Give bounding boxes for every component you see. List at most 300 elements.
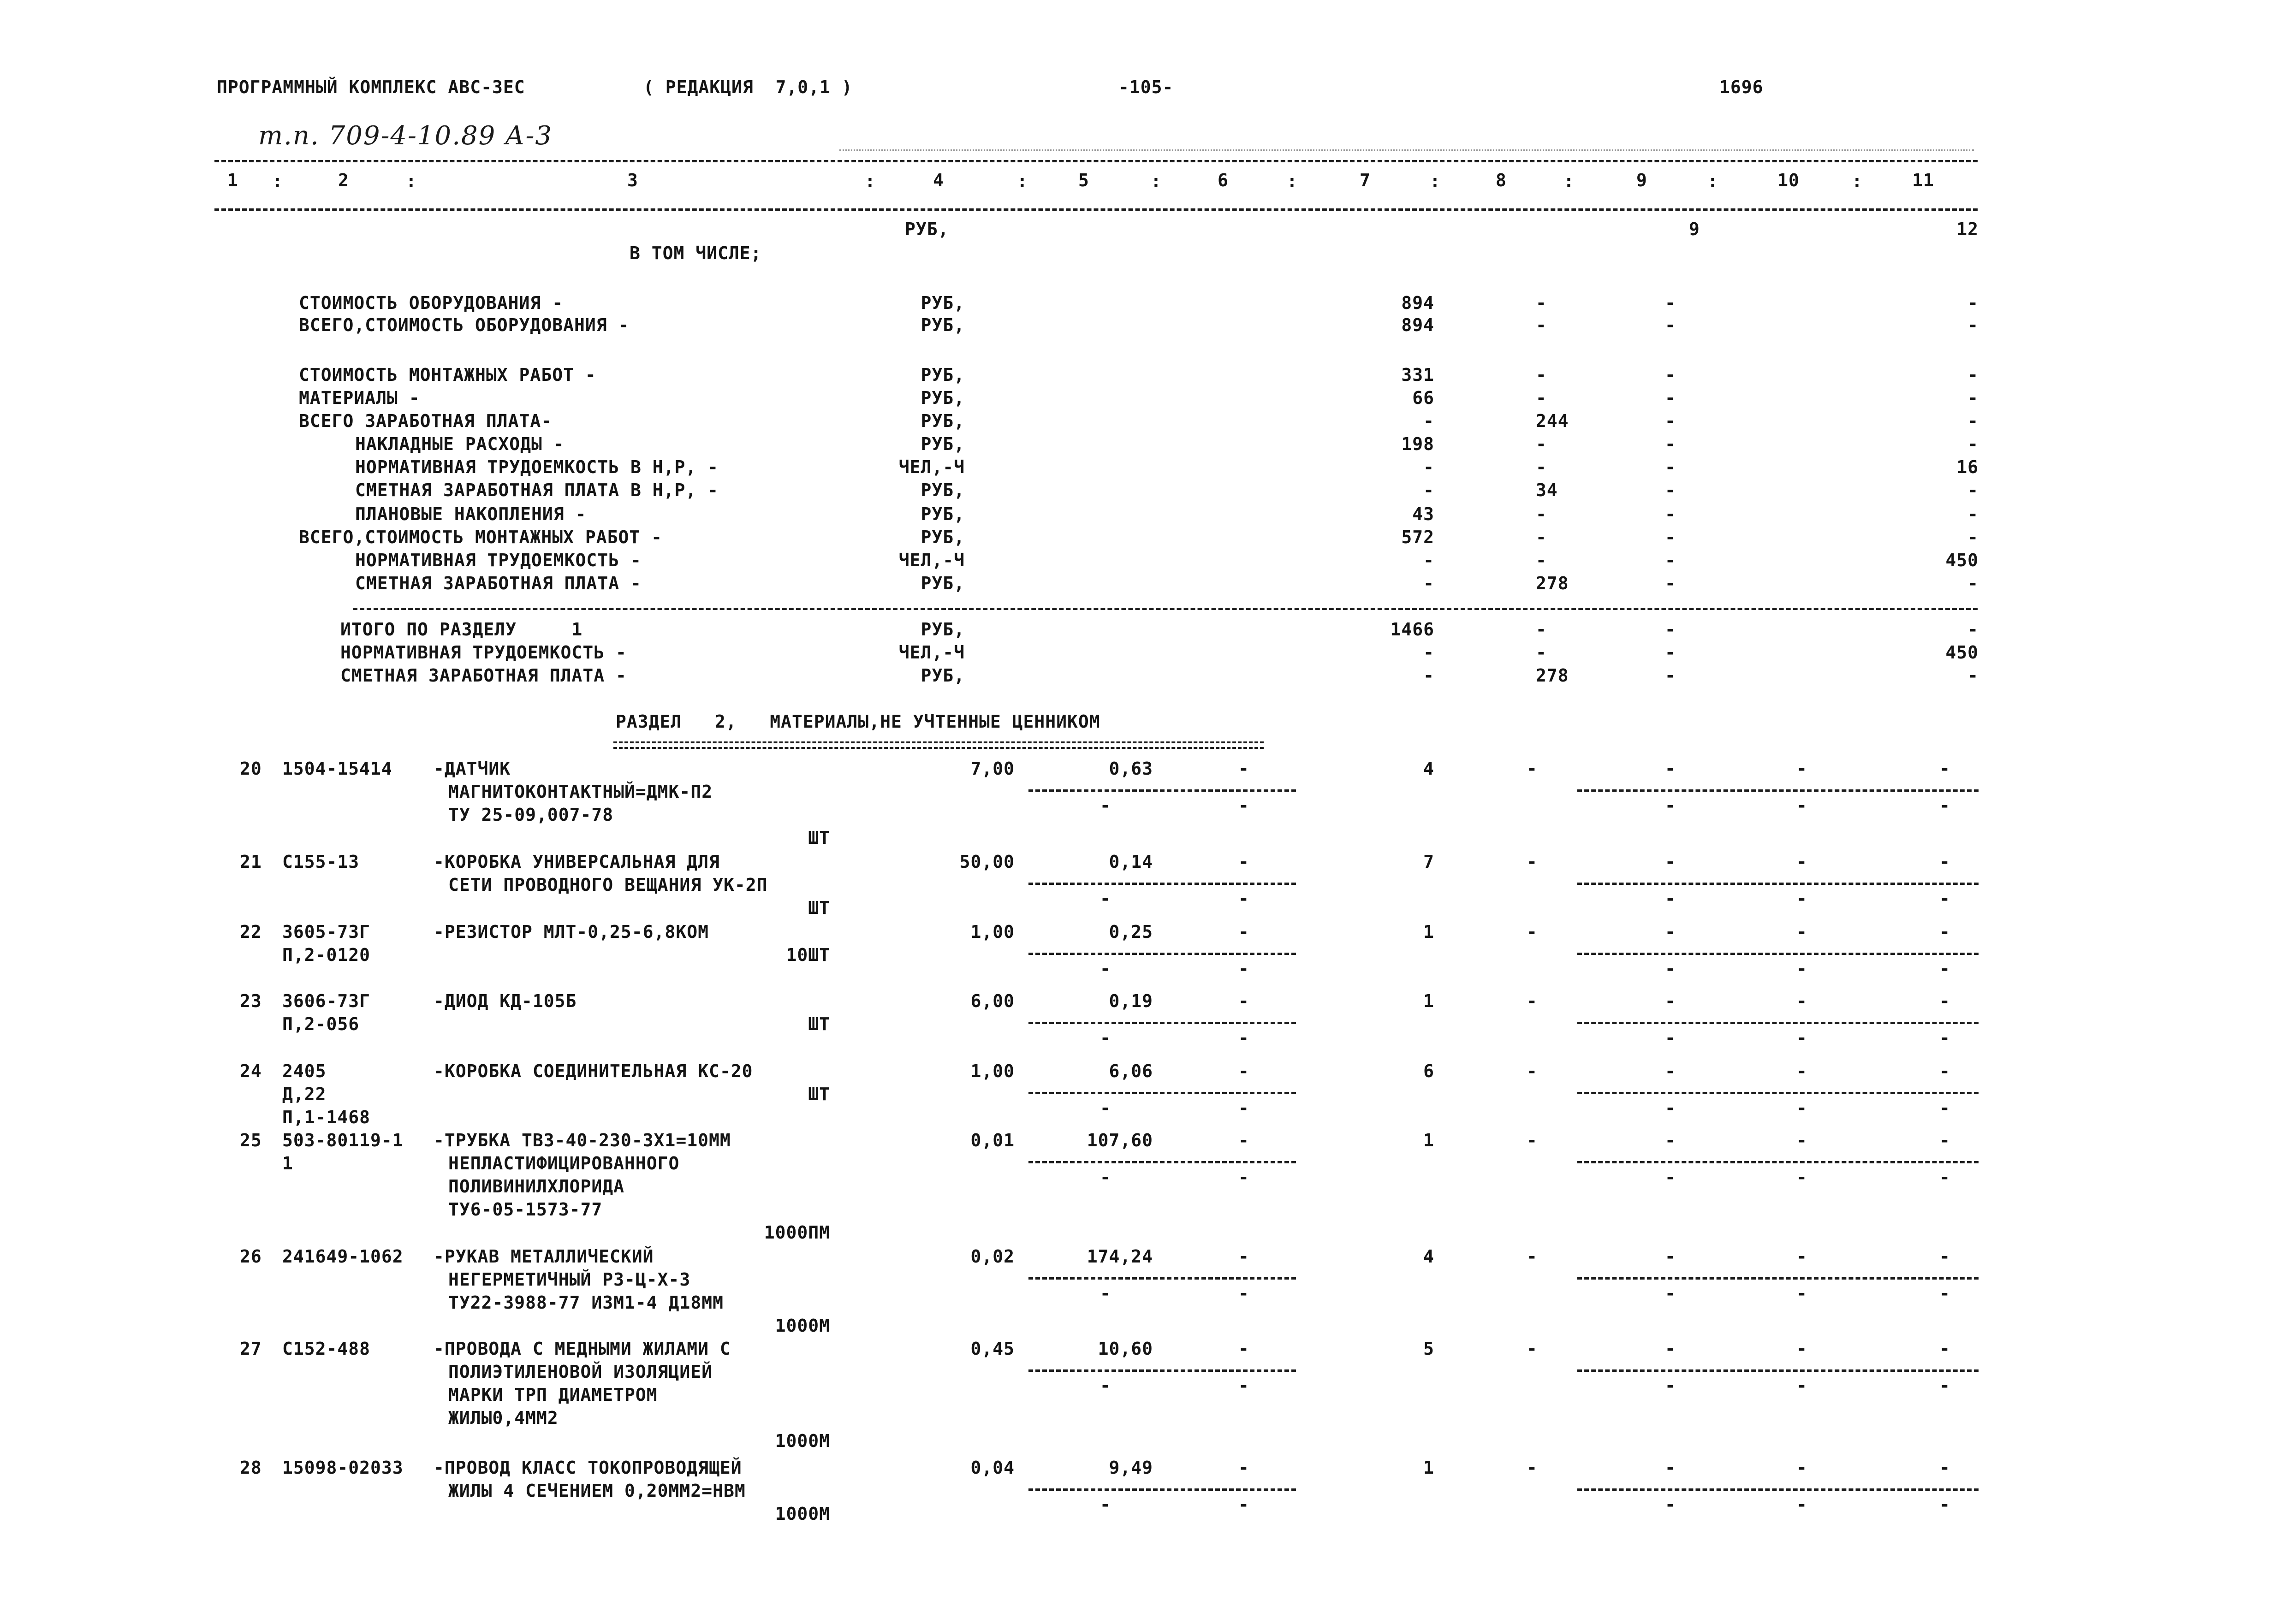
summary-col8: -	[1536, 457, 1547, 477]
item-description: ЖИЛЫ 4 СЕЧЕНИЕМ 0,20ММ2=НВМ	[448, 1481, 746, 1501]
item-col11: -	[1939, 991, 1950, 1011]
item-col9: -	[1665, 852, 1676, 872]
item-subrule-right	[1577, 883, 1979, 885]
top-c11: 12	[1956, 219, 1979, 239]
item-sub-col6: -	[1238, 959, 1249, 979]
item-price: 9,49	[1109, 1458, 1153, 1478]
summary-col8: 244	[1536, 411, 1569, 431]
item-sub-col10: -	[1796, 1283, 1807, 1304]
item-sub-col11: -	[1939, 1028, 1950, 1048]
summary-unit: РУБ,	[921, 434, 965, 454]
item-code: 2405	[282, 1061, 327, 1081]
item-sub-col5: -	[1100, 1167, 1111, 1187]
item-sub-col9: -	[1665, 959, 1676, 979]
item-sub-col9: -	[1665, 1494, 1676, 1515]
summary-col8: -	[1536, 527, 1547, 547]
item-description: СЕТИ ПРОВОДНОГО ВЕЩАНИЯ УК-2П	[448, 875, 768, 895]
summary-col11: -	[1967, 480, 1979, 500]
item-col10: -	[1796, 1246, 1807, 1267]
summary-label: ВСЕГО,СТОИМОСТЬ МОНТАЖНЫХ РАБОТ -	[299, 527, 662, 547]
item-number: 25	[240, 1130, 262, 1150]
item-description: -ДИОД КД-105Б	[434, 991, 577, 1011]
item-sub-col10: -	[1796, 1494, 1807, 1515]
totals-label: СМЕТНАЯ ЗАРАБОТНАЯ ПЛАТА -	[340, 665, 627, 686]
totals-unit: ЧЕЛ,-Ч	[898, 642, 965, 663]
summary-col9: -	[1665, 365, 1676, 385]
item-col8: -	[1527, 852, 1538, 872]
item-sub-col6: -	[1238, 889, 1249, 909]
item-description: ПОЛИЭТИЛЕНОВОЙ ИЗОЛЯЦИЕЙ	[448, 1362, 713, 1382]
item-code: П,2-0120	[282, 945, 371, 965]
item-col6: -	[1238, 922, 1249, 942]
item-col8: -	[1527, 922, 1538, 942]
item-description: -ПРОВОД КЛАСС ТОКОПРОВОДЯЩЕЙ	[434, 1458, 742, 1478]
column-number: 2	[338, 170, 349, 190]
item-quantity: 1,00	[970, 1061, 1015, 1081]
summary-col7: 198	[1401, 434, 1434, 454]
item-col8: -	[1527, 1458, 1538, 1478]
item-col11: -	[1939, 1458, 1950, 1478]
item-subrule-right	[1577, 1161, 1979, 1163]
column-number: 3	[627, 170, 638, 190]
summary-col7: 894	[1401, 315, 1434, 335]
column-separator: :	[1017, 171, 1028, 191]
item-sub-col6: -	[1238, 1167, 1249, 1187]
item-price: 174,24	[1087, 1246, 1153, 1267]
item-quantity: 50,00	[959, 852, 1015, 872]
item-unit: 1000М	[775, 1316, 830, 1336]
item-subrule-right	[1577, 1369, 1979, 1372]
item-sub-col11: -	[1939, 795, 1950, 816]
item-unit: ШТ	[808, 898, 830, 918]
item-price: 107,60	[1087, 1130, 1153, 1150]
section-underline	[613, 741, 1264, 749]
summary-label: ПЛАНОВЫЕ НАКОПЛЕНИЯ -	[355, 504, 587, 524]
item-description: -РЕЗИСТОР МЛТ-0,25-6,8КОМ	[434, 922, 709, 942]
summary-col11: -	[1967, 434, 1979, 454]
item-description: -ПРОВОДА С МЕДНЫМИ ЖИЛАМИ С	[434, 1339, 731, 1359]
item-sub-col9: -	[1665, 889, 1676, 909]
item-unit: 1000ПМ	[764, 1222, 830, 1243]
column-number: 11	[1912, 170, 1934, 190]
summary-col11: -	[1967, 388, 1979, 408]
totals-unit: РУБ,	[921, 619, 965, 640]
item-col6: -	[1238, 1130, 1249, 1150]
item-col11: -	[1939, 1246, 1950, 1267]
summary-unit: РУБ,	[921, 365, 965, 385]
item-col6: -	[1238, 759, 1249, 779]
item-col8: -	[1527, 1061, 1538, 1081]
summary-label: ВСЕГО,СТОИМОСТЬ ОБОРУДОВАНИЯ -	[299, 315, 630, 335]
item-quantity: 0,45	[970, 1339, 1015, 1359]
totals-col11: -	[1967, 619, 1979, 640]
item-subrule-right	[1577, 953, 1979, 955]
summary-unit: РУБ,	[921, 388, 965, 408]
item-col10: -	[1796, 922, 1807, 942]
item-description: -КОРОБКА СОЕДИНИТЕЛЬНАЯ КС-20	[434, 1061, 753, 1081]
item-col7: 1	[1423, 1458, 1434, 1478]
item-sub-col5: -	[1100, 1283, 1111, 1304]
item-description: ТУ22-3988-77 ИЗМ1-4 Д18ММ	[448, 1292, 724, 1313]
totals-label: ИТОГО ПО РАЗДЕЛУ 1	[340, 619, 583, 640]
item-unit: 1000М	[775, 1431, 830, 1451]
item-number: 21	[240, 852, 262, 872]
summary-col8: -	[1536, 504, 1547, 524]
item-description: МАГНИТОКОНТАКТНЫЙ=ДМК-П2	[448, 782, 713, 802]
item-description: ПОЛИВИНИЛХЛОРИДА	[448, 1176, 625, 1197]
summary-col8: -	[1536, 293, 1547, 313]
summary-col11: 450	[1945, 550, 1979, 570]
item-col6: -	[1238, 852, 1249, 872]
totals-col7: -	[1423, 665, 1434, 686]
item-number: 23	[240, 991, 262, 1011]
item-sub-col5: -	[1100, 889, 1111, 909]
item-col11: -	[1939, 1339, 1950, 1359]
column-number: 6	[1218, 170, 1229, 190]
item-subrule-right	[1577, 1277, 1979, 1280]
summary-col7: -	[1423, 411, 1434, 431]
summary-col8: -	[1536, 365, 1547, 385]
item-sub-col11: -	[1939, 1375, 1950, 1396]
item-quantity: 0,01	[970, 1130, 1015, 1150]
item-sub-col10: -	[1796, 795, 1807, 816]
summary-col9: -	[1665, 527, 1676, 547]
item-sub-col11: -	[1939, 1494, 1950, 1515]
item-subrule-right	[1577, 1022, 1979, 1024]
summary-col7: -	[1423, 550, 1434, 570]
summary-col11: -	[1967, 411, 1979, 431]
column-number: 7	[1360, 170, 1371, 190]
item-code: С155-13	[282, 852, 360, 872]
item-price: 10,60	[1098, 1339, 1153, 1359]
summary-unit: РУБ,	[921, 315, 965, 335]
item-description: НЕПЛАСТИФИЦИРОВАННОГО	[448, 1153, 680, 1174]
summary-col9: -	[1665, 293, 1676, 313]
item-number: 20	[240, 759, 262, 779]
item-col7: 4	[1423, 1246, 1434, 1267]
summary-col9: -	[1665, 411, 1676, 431]
item-description: ЖИЛЫ0,4ММ2	[448, 1408, 559, 1428]
totals-col9: -	[1665, 619, 1676, 640]
summary-col8: -	[1536, 315, 1547, 335]
item-sub-col6: -	[1238, 795, 1249, 816]
item-col8: -	[1527, 1339, 1538, 1359]
column-separator: :	[1707, 171, 1718, 191]
item-sub-col5: -	[1100, 795, 1111, 816]
totals-col9: -	[1665, 642, 1676, 663]
item-col9: -	[1665, 1061, 1676, 1081]
item-price: 0,14	[1109, 852, 1153, 872]
summary-label: НОРМАТИВНАЯ ТРУДОЕМКОСТЬ В Н,Р, -	[355, 457, 719, 477]
totals-unit: РУБ,	[921, 665, 965, 686]
summary-col9: -	[1665, 315, 1676, 335]
column-number: 5	[1078, 170, 1089, 190]
item-sub-col11: -	[1939, 959, 1950, 979]
item-sub-col9: -	[1665, 1098, 1676, 1118]
item-description: ТУ6-05-1573-77	[448, 1199, 603, 1220]
item-col9: -	[1665, 991, 1676, 1011]
item-col9: -	[1665, 1339, 1676, 1359]
item-col11: -	[1939, 922, 1950, 942]
item-sub-col6: -	[1238, 1098, 1249, 1118]
item-code: 1504-15414	[282, 759, 392, 779]
item-sub-col5: -	[1100, 1098, 1111, 1118]
item-number: 28	[240, 1458, 262, 1478]
subtotal-rule	[353, 608, 1978, 610]
item-subrule	[1028, 1092, 1296, 1094]
item-quantity: 6,00	[970, 991, 1015, 1011]
item-col6: -	[1238, 1458, 1249, 1478]
summary-unit: ЧЕЛ,-Ч	[898, 550, 965, 570]
column-separator: :	[1151, 171, 1162, 191]
header-rule-bottom	[214, 208, 1978, 211]
totals-label: НОРМАТИВНАЯ ТРУДОЕМКОСТЬ -	[340, 642, 627, 663]
item-col10: -	[1796, 1339, 1807, 1359]
item-quantity: 1,00	[970, 922, 1015, 942]
summary-col7: 572	[1401, 527, 1434, 547]
summary-unit: РУБ,	[921, 293, 965, 313]
summary-unit: РУБ,	[921, 480, 965, 500]
item-subrule	[1028, 1488, 1296, 1491]
summary-col11: -	[1967, 315, 1979, 335]
item-sub-col11: -	[1939, 1167, 1950, 1187]
column-number: 8	[1496, 170, 1507, 190]
summary-col9: -	[1665, 573, 1676, 593]
item-description: МАРКИ ТРП ДИАМЕТРОМ	[448, 1385, 658, 1405]
item-col10: -	[1796, 1458, 1807, 1478]
item-subrule-right	[1577, 1488, 1979, 1491]
item-price: 0,63	[1109, 759, 1153, 779]
item-col10: -	[1796, 759, 1807, 779]
item-sub-col5: -	[1100, 1028, 1111, 1048]
summary-label: СМЕТНАЯ ЗАРАБОТНАЯ ПЛАТА В Н,Р, -	[355, 480, 719, 500]
item-col7: 7	[1423, 852, 1434, 872]
summary-label: СТОИМОСТЬ ОБОРУДОВАНИЯ -	[299, 293, 564, 313]
item-subrule	[1028, 789, 1296, 792]
item-subrule	[1028, 953, 1296, 955]
edition-label: ( РЕДАКЦИЯ 7,0,1 )	[643, 77, 853, 97]
item-unit: ШТ	[808, 828, 830, 848]
item-col7: 1	[1423, 1130, 1434, 1150]
totals-col8: -	[1536, 619, 1547, 640]
totals-col11: -	[1967, 665, 1979, 686]
item-description: -ТРУБКА ТВ3-40-230-3Х1=10ММ	[434, 1130, 731, 1150]
item-col9: -	[1665, 1246, 1676, 1267]
item-number: 22	[240, 922, 262, 942]
item-unit: 1000М	[775, 1504, 830, 1524]
item-code: П,2-056	[282, 1014, 360, 1034]
summary-col7: 43	[1412, 504, 1434, 524]
faint-rule	[839, 149, 1974, 151]
item-sub-col10: -	[1796, 1028, 1807, 1048]
item-code: С152-488	[282, 1339, 371, 1359]
item-number: 24	[240, 1061, 262, 1081]
item-subrule	[1028, 883, 1296, 885]
item-sub-col9: -	[1665, 1167, 1676, 1187]
summary-unit: РУБ,	[921, 573, 965, 593]
summary-label: НАКЛАДНЫЕ РАСХОДЫ -	[355, 434, 565, 454]
column-separator: :	[406, 171, 417, 191]
item-subrule	[1028, 1022, 1296, 1024]
item-quantity: 7,00	[970, 759, 1015, 779]
item-sub-col6: -	[1238, 1375, 1249, 1396]
summary-col11: -	[1967, 527, 1979, 547]
column-number: 4	[933, 170, 944, 190]
item-col9: -	[1665, 1458, 1676, 1478]
item-col8: -	[1527, 1130, 1538, 1150]
totals-col8: -	[1536, 642, 1547, 663]
column-separator: :	[1852, 171, 1863, 191]
summary-col7: 894	[1401, 293, 1434, 313]
totals-col8: 278	[1536, 665, 1569, 686]
item-col7: 5	[1423, 1339, 1434, 1359]
item-col11: -	[1939, 852, 1950, 872]
item-subrule-right	[1577, 1092, 1979, 1094]
summary-col11: -	[1967, 293, 1979, 313]
item-col9: -	[1665, 759, 1676, 779]
item-sub-col9: -	[1665, 1283, 1676, 1304]
item-number: 26	[240, 1246, 262, 1267]
item-sub-col10: -	[1796, 1098, 1807, 1118]
item-code: 1	[282, 1153, 293, 1174]
item-col7: 1	[1423, 922, 1434, 942]
item-col7: 4	[1423, 759, 1434, 779]
totals-col9: -	[1665, 665, 1676, 686]
column-number: 1	[227, 170, 238, 190]
sheet-number: 1696	[1719, 77, 1764, 97]
item-sub-col6: -	[1238, 1028, 1249, 1048]
item-price: 0,25	[1109, 922, 1153, 942]
item-description: -КОРОБКА УНИВЕРСАЛЬНАЯ ДЛЯ	[434, 852, 720, 872]
summary-col11: -	[1967, 504, 1979, 524]
item-subrule	[1028, 1369, 1296, 1372]
summary-col11: 16	[1956, 457, 1979, 477]
top-c9: 9	[1689, 219, 1700, 239]
column-separator: :	[1287, 171, 1298, 191]
summary-label: СТОИМОСТЬ МОНТАЖНЫХ РАБОТ -	[299, 365, 596, 385]
summary-col9: -	[1665, 504, 1676, 524]
item-col6: -	[1238, 1246, 1249, 1267]
summary-col8: 278	[1536, 573, 1569, 593]
item-subrule-right	[1577, 789, 1979, 792]
item-number: 27	[240, 1339, 262, 1359]
item-price: 0,19	[1109, 991, 1153, 1011]
item-col10: -	[1796, 991, 1807, 1011]
summary-col9: -	[1665, 434, 1676, 454]
item-code: 15098-02033	[282, 1458, 404, 1478]
header-rule-top	[214, 160, 1978, 162]
item-col7: 1	[1423, 991, 1434, 1011]
column-separator: :	[1430, 171, 1441, 191]
item-col10: -	[1796, 852, 1807, 872]
summary-col7: 331	[1401, 365, 1434, 385]
item-code: П,1-1468	[282, 1107, 371, 1127]
summary-col7: -	[1423, 457, 1434, 477]
summary-label: НОРМАТИВНАЯ ТРУДОЕМКОСТЬ -	[355, 550, 642, 570]
item-sub-col10: -	[1796, 1375, 1807, 1396]
item-col10: -	[1796, 1130, 1807, 1150]
item-sub-col11: -	[1939, 889, 1950, 909]
item-sub-col5: -	[1100, 959, 1111, 979]
summary-col7: -	[1423, 480, 1434, 500]
item-sub-col10: -	[1796, 889, 1807, 909]
including-label: В ТОМ ЧИСЛЕ;	[630, 243, 762, 263]
column-separator: :	[272, 171, 283, 191]
item-col8: -	[1527, 991, 1538, 1011]
item-description: НЕГЕРМЕТИЧНЫЙ Р3-Ц-Х-3	[448, 1269, 691, 1290]
summary-col9: -	[1665, 550, 1676, 570]
item-col6: -	[1238, 991, 1249, 1011]
item-price: 6,06	[1109, 1061, 1153, 1081]
item-col9: -	[1665, 922, 1676, 942]
item-subrule	[1028, 1161, 1296, 1163]
item-description: ТУ 25-09,007-78	[448, 805, 614, 825]
item-code: 503-80119-1	[282, 1130, 404, 1150]
column-number: 9	[1636, 170, 1647, 190]
item-col11: -	[1939, 759, 1950, 779]
item-code: 241649-1062	[282, 1246, 404, 1267]
totals-col7: 1466	[1390, 619, 1434, 640]
item-sub-col10: -	[1796, 1167, 1807, 1187]
summary-col8: -	[1536, 434, 1547, 454]
column-separator: :	[865, 171, 876, 191]
item-sub-col6: -	[1238, 1283, 1249, 1304]
item-col9: -	[1665, 1130, 1676, 1150]
item-sub-col6: -	[1238, 1494, 1249, 1515]
item-col11: -	[1939, 1130, 1950, 1150]
summary-unit: РУБ,	[921, 411, 965, 431]
item-sub-col9: -	[1665, 795, 1676, 816]
summary-col8: -	[1536, 388, 1547, 408]
item-sub-col9: -	[1665, 1375, 1676, 1396]
item-unit: ШТ	[808, 1014, 830, 1034]
item-quantity: 0,02	[970, 1246, 1015, 1267]
section-title: РАЗДЕЛ 2, МАТЕРИАЛЫ,НЕ УЧТЕННЫЕ ЦЕННИКОМ	[616, 711, 1100, 732]
item-sub-col11: -	[1939, 1283, 1950, 1304]
item-unit: ШТ	[808, 1084, 830, 1104]
item-sub-col5: -	[1100, 1494, 1111, 1515]
item-col7: 6	[1423, 1061, 1434, 1081]
item-sub-col11: -	[1939, 1098, 1950, 1118]
item-description: -ДАТЧИК	[434, 759, 511, 779]
item-quantity: 0,04	[970, 1458, 1015, 1478]
item-sub-col10: -	[1796, 959, 1807, 979]
summary-label: ВСЕГО ЗАРАБОТНАЯ ПЛАТА-	[299, 411, 553, 431]
item-col6: -	[1238, 1339, 1249, 1359]
item-col6: -	[1238, 1061, 1249, 1081]
summary-col8: 34	[1536, 480, 1558, 500]
item-code: 3605-73Г	[282, 922, 371, 942]
top-unit: РУБ,	[905, 219, 949, 239]
summary-col8: -	[1536, 550, 1547, 570]
summary-col9: -	[1665, 388, 1676, 408]
program-title: ПРОГРАММНЫЙ КОМПЛЕКС АВС-3ЕС	[217, 77, 525, 97]
summary-unit: РУБ,	[921, 504, 965, 524]
summary-unit: ЧЕЛ,-Ч	[898, 457, 965, 477]
summary-label: СМЕТНАЯ ЗАРАБОТНАЯ ПЛАТА -	[355, 573, 642, 593]
column-separator: :	[1563, 171, 1575, 191]
summary-col9: -	[1665, 480, 1676, 500]
item-sub-col9: -	[1665, 1028, 1676, 1048]
item-col10: -	[1796, 1061, 1807, 1081]
handwritten-code: т.п. 709-4-10.89 А-3	[258, 121, 553, 151]
totals-col11: 450	[1945, 642, 1979, 663]
column-number: 10	[1777, 170, 1800, 190]
summary-col7: 66	[1412, 388, 1434, 408]
page-number: -105-	[1118, 77, 1174, 97]
summary-col11: -	[1967, 365, 1979, 385]
item-subrule	[1028, 1277, 1296, 1280]
